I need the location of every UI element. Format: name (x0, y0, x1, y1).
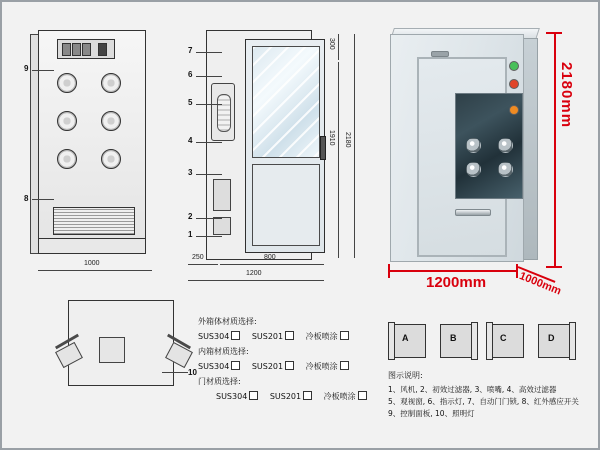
spec-option[interactable]: 冷板喷涂 (306, 329, 349, 344)
door-window (252, 46, 320, 158)
indicator-light-red (509, 79, 519, 89)
photo-door (417, 57, 507, 257)
door-swing-d[interactable] (534, 322, 574, 358)
section-lower-box (213, 217, 231, 235)
section-dim-250: 250 (192, 254, 204, 261)
spec-label-outer: 外箱体材质选择: (198, 317, 257, 326)
section-cabinet (206, 30, 312, 260)
callout-6: 6 (188, 70, 193, 79)
spec-option[interactable]: SUS304 (216, 389, 258, 404)
section-dim-1200-line (188, 280, 324, 281)
callout-1: 1 (188, 230, 193, 239)
fan-unit (211, 83, 235, 141)
section-top-dim-line (338, 34, 339, 60)
photo-width-dim-line (388, 270, 518, 272)
legend-line-2: 5、观视窗, 6、指示灯, 7、自动门门锁, 8、红外感应开关 (388, 397, 579, 406)
callout-2-leader (196, 218, 222, 219)
checkbox[interactable] (358, 391, 367, 400)
section-control-box (213, 179, 231, 211)
spec-option[interactable]: 冷板喷涂 (324, 389, 367, 404)
section-inner-height-dim-line (338, 62, 339, 258)
photo-nozzle (466, 162, 481, 177)
door-leaf (394, 324, 426, 358)
callout-4: 4 (188, 136, 193, 145)
door-swing-label: C (500, 333, 507, 343)
photo-height-dim-tick-top (546, 32, 562, 34)
spec-row-inner (198, 344, 378, 359)
spec-options-door (198, 389, 378, 404)
door-swing-label: A (402, 333, 409, 343)
nozzle (101, 149, 121, 169)
section-dim-800-line (220, 264, 324, 265)
callout-8-leader (32, 199, 54, 200)
hinge-post (471, 322, 478, 360)
spec-options-inner (198, 359, 378, 374)
photo-nozzle (466, 138, 481, 153)
callout-6-leader (196, 76, 222, 77)
photo-height-dim-line (554, 32, 556, 268)
callout-8: 8 (24, 194, 29, 203)
spec-option[interactable]: SUS201 (252, 329, 294, 344)
photo-door-handle (455, 209, 491, 216)
section-view (182, 30, 332, 270)
spec-options-outer (198, 329, 378, 344)
callout-9: 9 (24, 64, 29, 73)
hinge-post (569, 322, 576, 360)
callout-7: 7 (188, 46, 193, 55)
front-cabinet-body (38, 30, 146, 254)
spec-label-door: 门材质选择: (198, 377, 241, 386)
section-dim-1200: 1200 (246, 270, 262, 277)
photo-height-label: 2180mm (558, 62, 575, 129)
top-view-plate (68, 300, 174, 386)
front-width-dim-line (38, 270, 152, 271)
section-outer-height-dim: 2180 (344, 132, 351, 148)
callout-9-leader (32, 70, 54, 71)
legend-line-3: 9、控制面板, 10、照明灯 (388, 409, 475, 418)
nozzle (57, 111, 77, 131)
spec-row-outer (198, 314, 378, 329)
photo-nozzle (498, 138, 513, 153)
door-swing-options (388, 320, 578, 362)
section-door (245, 39, 325, 253)
callout-3-leader (196, 174, 222, 175)
top-view (58, 294, 188, 404)
material-spec-block (198, 314, 378, 404)
front-view (30, 30, 152, 262)
photo-nozzle (498, 162, 513, 177)
callout-10: 10 (188, 368, 197, 377)
legend-block (388, 370, 584, 420)
section-top-dim: 300 (328, 38, 335, 50)
callout-5-leader (196, 104, 222, 105)
return-air-grille (53, 207, 135, 235)
checkbox[interactable] (249, 391, 258, 400)
nozzle (57, 149, 77, 169)
door-handle (320, 136, 326, 160)
callout-2: 2 (188, 212, 193, 221)
front-width-dim: 1000 (84, 260, 100, 267)
photo-front-face (390, 34, 524, 262)
section-dim-800: 800 (264, 254, 276, 261)
door-swing-c[interactable] (486, 322, 526, 358)
checkbox[interactable] (285, 361, 294, 370)
callout-10-leader (162, 372, 188, 373)
top-view-hatch (99, 337, 125, 363)
spec-option[interactable]: SUS201 (252, 359, 294, 374)
callout-1-leader (196, 236, 222, 237)
spec-row-door (198, 374, 378, 389)
checkbox[interactable] (231, 361, 240, 370)
section-dim-250-line (188, 264, 218, 265)
section-inner-height-dim: 1910 (328, 130, 335, 146)
photo-height-dim-tick-bottom (546, 266, 562, 268)
nozzle (57, 73, 77, 93)
spec-option[interactable]: 冷板喷涂 (306, 359, 349, 374)
spec-option[interactable]: SUS304 (198, 359, 240, 374)
checkbox[interactable] (340, 331, 349, 340)
photo-width-label: 1200mm (426, 274, 487, 291)
control-panel (57, 39, 115, 59)
callout-5: 5 (188, 98, 193, 107)
checkbox[interactable] (303, 391, 312, 400)
photo-depth-label: 1000mm (517, 270, 563, 298)
door-swing-a[interactable] (388, 322, 428, 358)
front-base (38, 238, 146, 254)
door-swing-label: B (450, 333, 457, 343)
section-outer-height-dim-line (354, 34, 355, 258)
callout-7-leader (196, 52, 222, 53)
indicator-light-orange (509, 105, 519, 115)
door-swing-b[interactable] (436, 322, 476, 358)
spec-option[interactable]: SUS304 (198, 329, 240, 344)
callout-3: 3 (188, 168, 193, 177)
door-swing-label: D (548, 333, 555, 343)
callout-4-leader (196, 142, 222, 143)
checkbox[interactable] (285, 331, 294, 340)
spec-label-inner: 内箱材质选择: (198, 347, 249, 356)
checkbox[interactable] (231, 331, 240, 340)
legend-title: 图示说明: (388, 371, 423, 380)
door-lower-panel (252, 164, 320, 246)
legend-line-1: 1、风机, 2、初效过滤器, 3、喷嘴, 4、高效过滤器 (388, 385, 557, 394)
nozzle (101, 111, 121, 131)
door-leaf (492, 324, 524, 358)
photo-width-dim-tick-left (388, 264, 390, 278)
nozzle (101, 73, 121, 93)
product-photo (384, 26, 544, 276)
spec-option[interactable]: SUS201 (270, 389, 312, 404)
checkbox[interactable] (340, 361, 349, 370)
indicator-light-green (509, 61, 519, 71)
